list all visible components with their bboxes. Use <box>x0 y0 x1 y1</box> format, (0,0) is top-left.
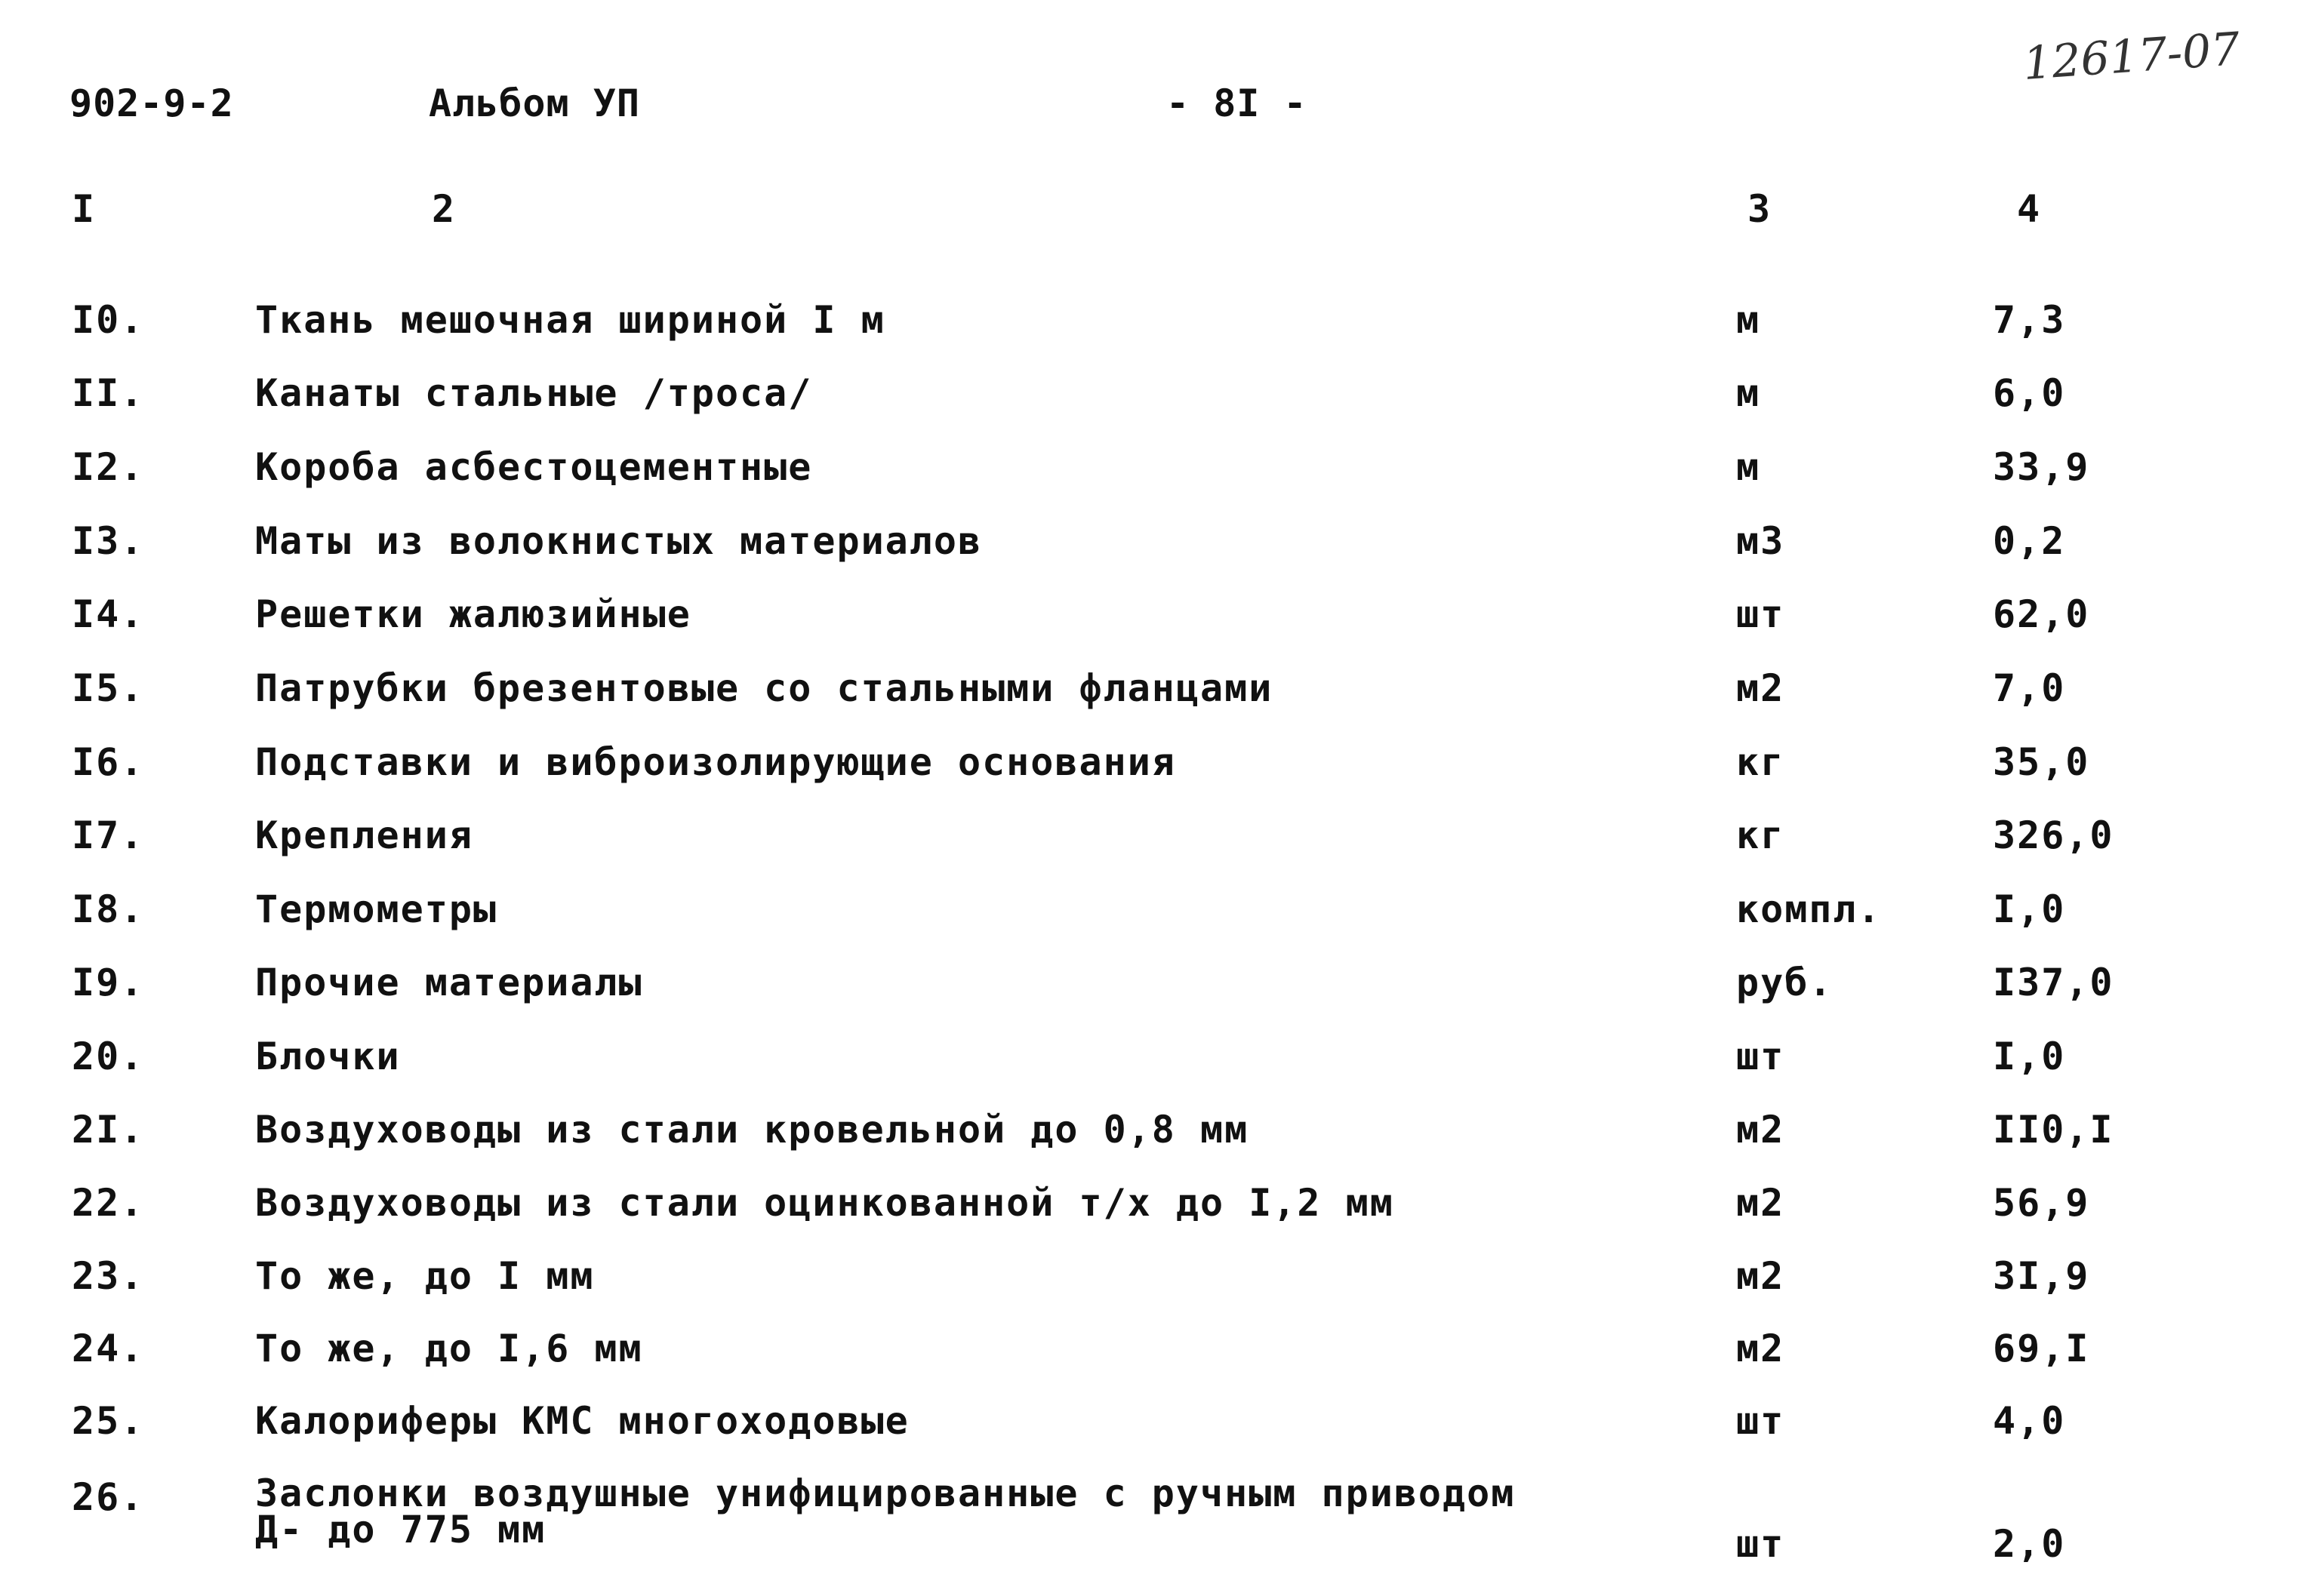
row-quantity: 62,0 <box>1993 592 2090 636</box>
table-row <box>0 1327 2300 1395</box>
row-quantity: 35,0 <box>1993 740 2090 784</box>
album-label: Альбом УП <box>429 81 640 125</box>
row-quantity: 69,I <box>1993 1327 2090 1370</box>
table-row <box>0 813 2300 881</box>
table-row <box>0 961 2300 1029</box>
row-name: Прочие материалы <box>255 961 643 1004</box>
row-quantity: I,0 <box>1993 887 2066 931</box>
row-quantity: I,0 <box>1993 1035 2066 1078</box>
row-unit: м <box>1736 371 1761 415</box>
table-row <box>0 740 2300 808</box>
row-name: Маты из волокнистых материалов <box>255 519 983 563</box>
row-unit: м3 <box>1736 519 1785 563</box>
table-row <box>0 1035 2300 1102</box>
row-number: 22. <box>72 1181 145 1225</box>
row-quantity: 326,0 <box>1993 813 2114 857</box>
row-unit: м <box>1736 445 1761 489</box>
row-number: 24. <box>72 1327 145 1370</box>
row-number: 25. <box>72 1399 145 1443</box>
column-header-4: 4 <box>2017 187 2040 231</box>
row-number: 23. <box>72 1254 145 1298</box>
table-row <box>0 1471 2300 1596</box>
row-name: Решетки жалюзийные <box>255 592 691 636</box>
row-number: I6. <box>72 740 145 784</box>
row-quantity: 33,9 <box>1993 445 2090 489</box>
row-unit: м2 <box>1736 1327 1785 1370</box>
table-row <box>0 1108 2300 1176</box>
column-header-2: 2 <box>432 187 455 231</box>
row-unit: м2 <box>1736 1108 1785 1152</box>
row-quantity: 0,2 <box>1993 519 2066 563</box>
row-unit: шт <box>1736 592 1785 636</box>
row-number: 20. <box>72 1035 145 1078</box>
column-header-1: I <box>72 187 95 231</box>
row-name: Заслонки воздушные унифицированные с ручным приводом Д- до 775 мм <box>255 1471 1516 1551</box>
table-row <box>0 666 2300 734</box>
table-row <box>0 519 2300 587</box>
row-number: 2I. <box>72 1108 145 1152</box>
row-name: Воздуховоды из стали кровельной до 0,8 мм <box>255 1108 1249 1152</box>
row-quantity: 2,0 <box>1993 1522 2066 1566</box>
row-unit: м <box>1736 298 1761 342</box>
row-number: I0. <box>72 298 145 342</box>
row-number: 26. <box>72 1475 145 1519</box>
table-row <box>0 1254 2300 1322</box>
row-name: Термометры <box>255 887 498 931</box>
page-number: - 8I - <box>1166 81 1307 125</box>
row-name: То же, до I,6 мм <box>255 1327 643 1370</box>
row-quantity: I37,0 <box>1993 961 2114 1004</box>
row-name: Канаты стальные /троса/ <box>255 371 813 415</box>
row-number: I4. <box>72 592 145 636</box>
row-unit: кг <box>1736 813 1785 857</box>
row-name: Патрубки брезентовые со стальными фланцами <box>255 666 1273 710</box>
row-quantity: 56,9 <box>1993 1181 2090 1225</box>
row-name: Ткань мешочная шириной I м <box>255 298 885 342</box>
row-name: Воздуховоды из стали оцинкованной т/х до I,2 мм <box>255 1181 1394 1225</box>
row-number: I2. <box>72 445 145 489</box>
row-quantity: 7,0 <box>1993 666 2066 710</box>
table-row <box>0 445 2300 513</box>
row-number: I3. <box>72 519 145 563</box>
table-row <box>0 592 2300 660</box>
row-unit: шт <box>1736 1035 1785 1078</box>
row-quantity: II0,I <box>1993 1108 2114 1152</box>
row-unit: м2 <box>1736 666 1785 710</box>
row-unit: м2 <box>1736 1254 1785 1298</box>
row-number: I7. <box>72 813 145 857</box>
row-number: I9. <box>72 961 145 1004</box>
row-number: I8. <box>72 887 145 931</box>
row-unit: шт <box>1736 1522 1785 1566</box>
handwritten-reference: 12617-07 <box>2021 23 2242 91</box>
row-name: То же, до I мм <box>255 1254 595 1298</box>
row-number: I5. <box>72 666 145 710</box>
row-quantity: 4,0 <box>1993 1399 2066 1443</box>
doc-code: 902-9-2 <box>69 81 234 125</box>
row-quantity: 3I,9 <box>1993 1254 2090 1298</box>
row-number: II. <box>72 371 145 415</box>
row-unit: шт <box>1736 1399 1785 1443</box>
table-row <box>0 887 2300 955</box>
row-name: Калориферы КМС многоходовые <box>255 1399 910 1443</box>
row-name: Крепления <box>255 813 473 857</box>
row-name: Короба асбестоцементные <box>255 445 813 489</box>
row-unit: руб. <box>1736 961 1834 1004</box>
row-name: Блочки <box>255 1035 401 1078</box>
row-unit: компл. <box>1736 887 1882 931</box>
row-unit: м2 <box>1736 1181 1785 1225</box>
table-row <box>0 298 2300 366</box>
column-header-3: 3 <box>1747 187 1771 231</box>
row-quantity: 7,3 <box>1993 298 2066 342</box>
table-row <box>0 1399 2300 1467</box>
row-name: Подставки и виброизолирующие основания <box>255 740 1176 784</box>
row-unit: кг <box>1736 740 1785 784</box>
row-quantity: 6,0 <box>1993 371 2066 415</box>
table-row <box>0 371 2300 439</box>
table-row <box>0 1181 2300 1249</box>
